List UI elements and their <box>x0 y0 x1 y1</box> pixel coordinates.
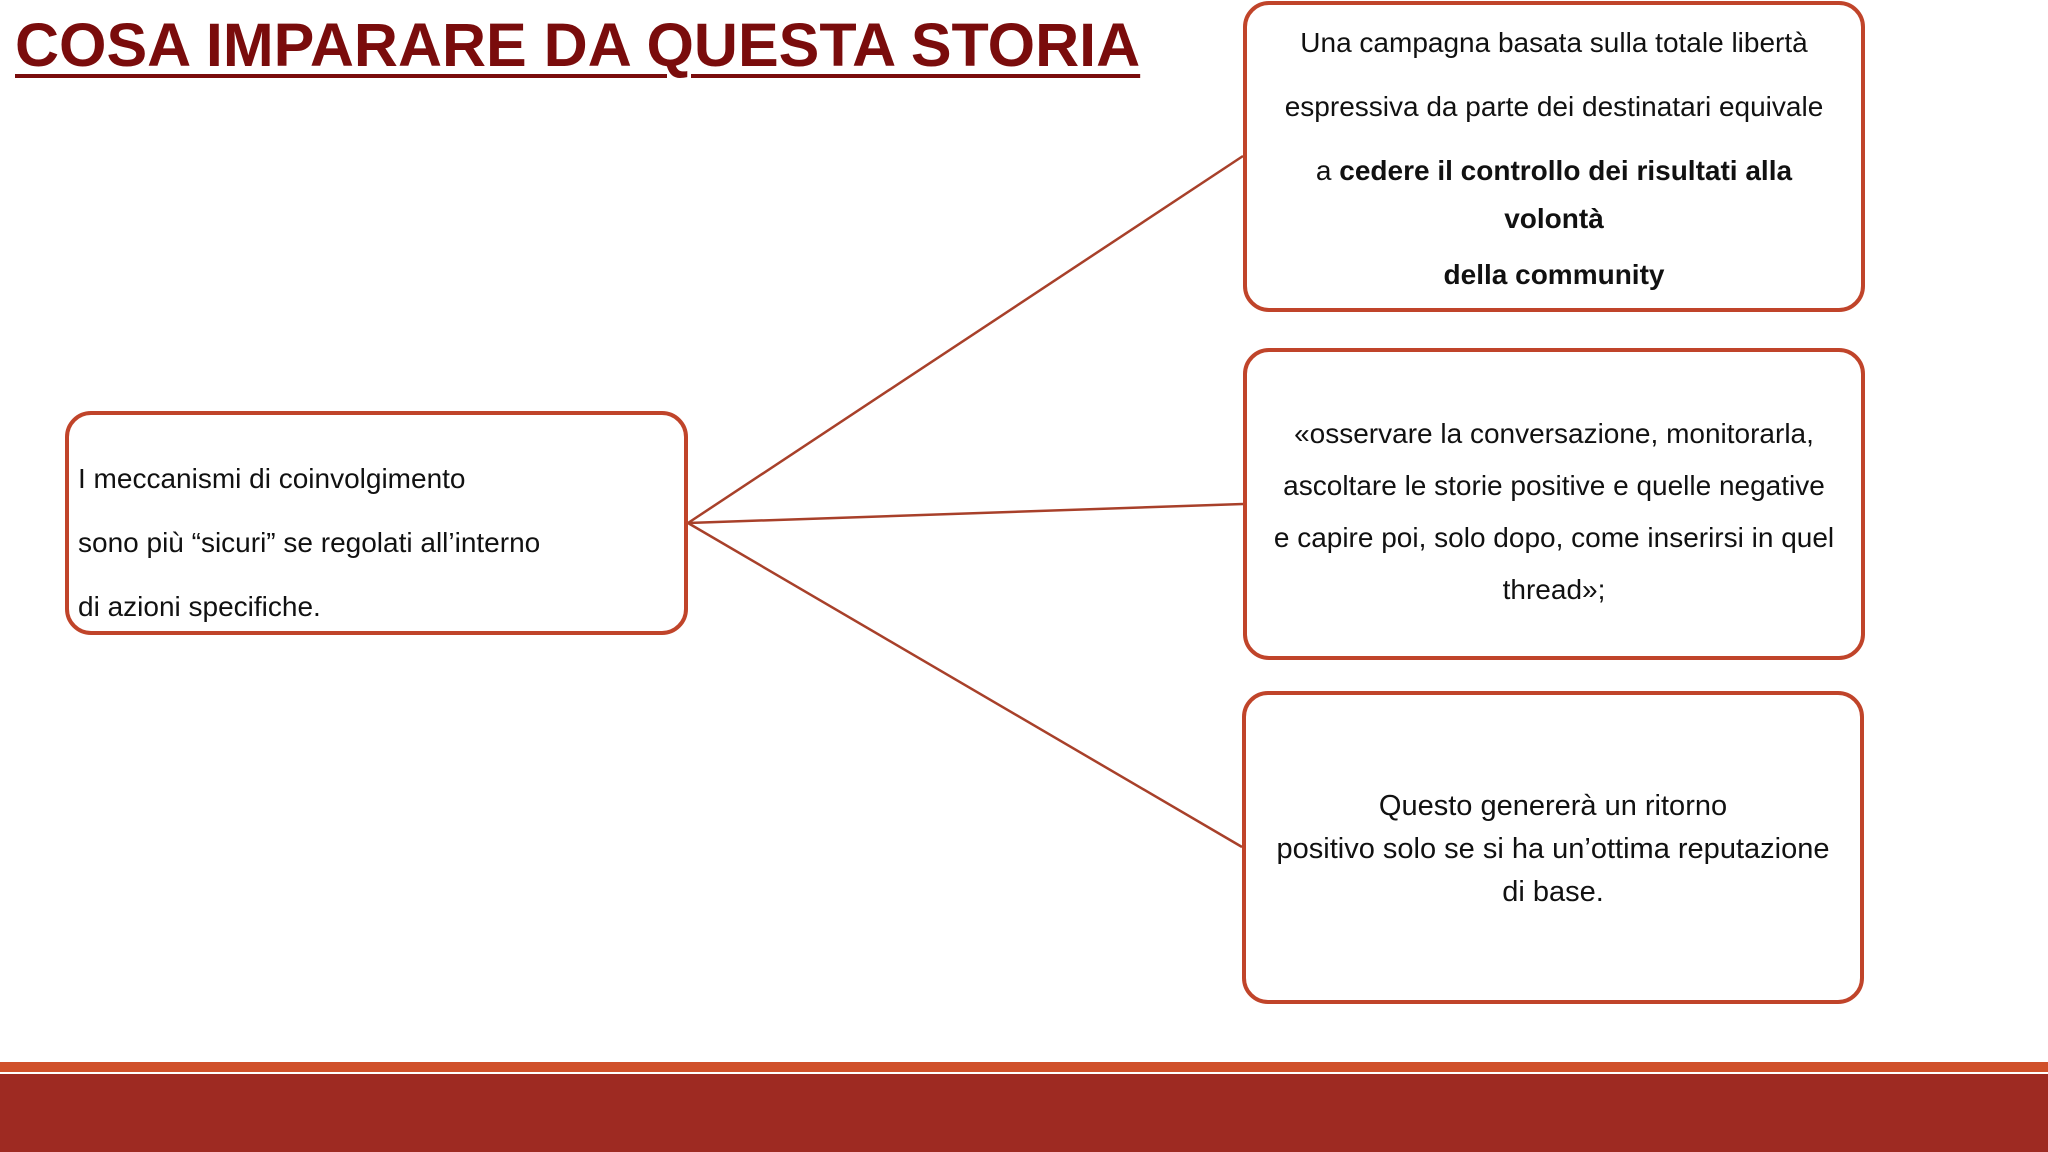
bottom-box-line: di base. <box>1502 876 1604 908</box>
mid-box-line: e capire poi, solo dopo, come inserirsi in quel <box>1273 522 1835 553</box>
footer-accent-stripe <box>0 1062 2048 1072</box>
mid-box-line: thread»; <box>1502 574 1606 605</box>
top-box-line <box>1253 147 1855 195</box>
top-box-line: espressiva da parte dei destinatari equivale <box>1284 91 1824 122</box>
center-box-line: I meccanismi di coinvolgimento <box>78 463 466 494</box>
top-box-bold-line: volontà <box>1504 203 1604 234</box>
bottom-box-line: positivo solo se si ha un’ottima reputazione <box>1276 833 1830 865</box>
connector-to-mid-box <box>688 504 1243 523</box>
mid-box-line: ascoltare le storie positive e quelle negative <box>1283 470 1825 501</box>
mid-box-line: «osservare la conversazione, monitorarla, <box>1294 418 1814 449</box>
lesson-box-reputation <box>1242 691 1864 1004</box>
bottom-box-line: Questo genererà un ritorno <box>1378 790 1728 822</box>
top-box-text: a <box>1315 155 1340 186</box>
top-box-line: Una campagna basata sulla totale libertà <box>1300 27 1808 58</box>
center-box-line: di azioni specifiche. <box>78 591 321 622</box>
connector-to-bottom-box <box>688 523 1242 847</box>
center-concept-box <box>65 411 688 635</box>
center-box-line: sono più “sicuri” se regolati all’interno <box>78 527 541 558</box>
footer-bar <box>0 1074 2048 1152</box>
lesson-box-campaign-freedom <box>1243 1 1865 312</box>
lesson-box-observe-conversation <box>1243 348 1865 660</box>
connector-to-top-box <box>688 156 1243 523</box>
slide-title: COSA IMPARARE DA QUESTA STORIA <box>15 11 1141 79</box>
top-box-bold-text: cedere il controllo dei risultati alla <box>1339 155 1793 186</box>
top-box-bold-line: della community <box>1443 259 1665 290</box>
